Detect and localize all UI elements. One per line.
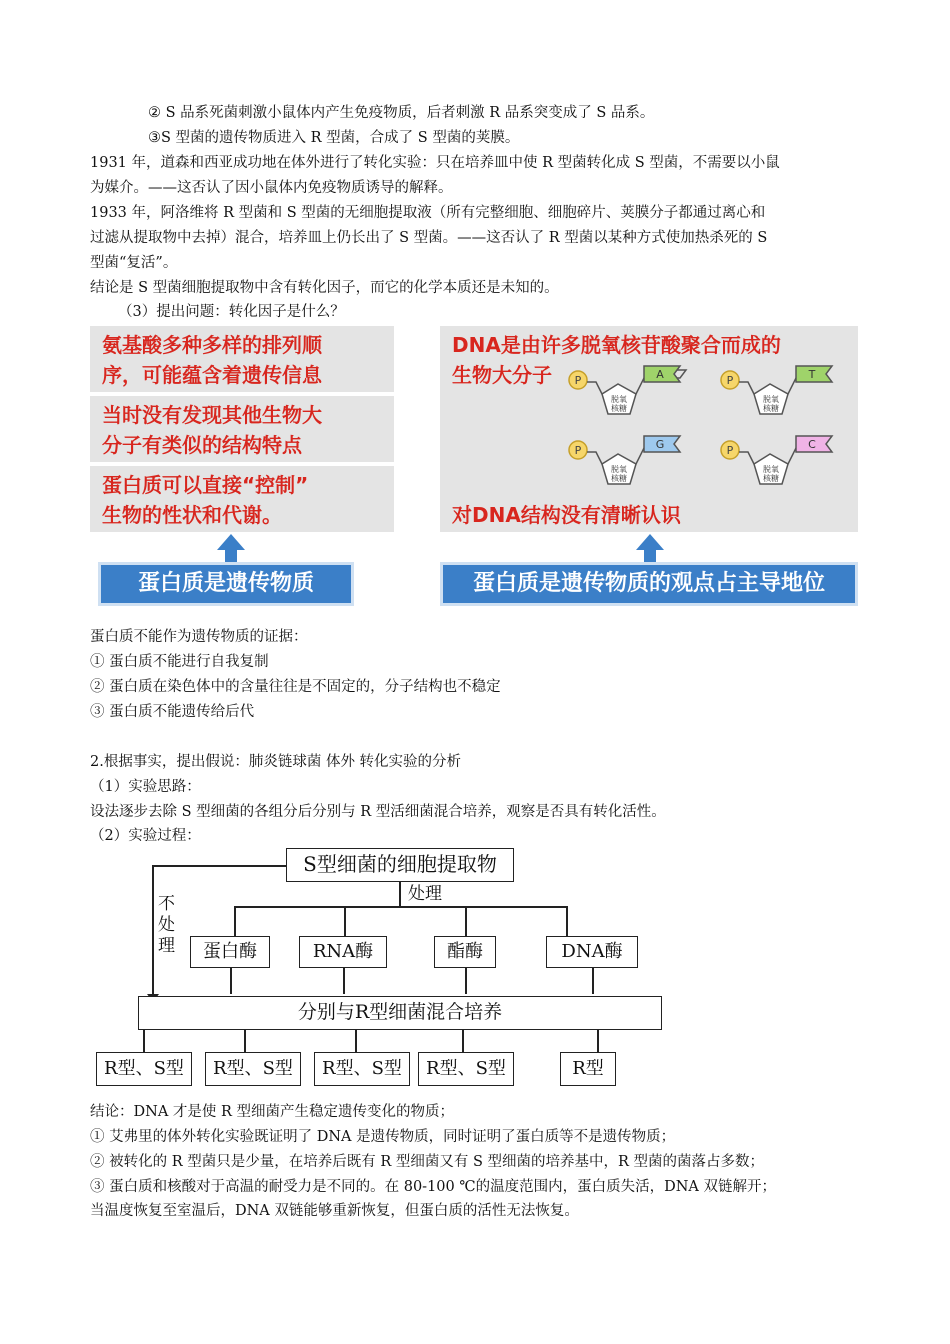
- connector-line: [343, 968, 345, 994]
- text-line: 型菌“复活”。: [90, 255, 178, 271]
- left-column: [90, 322, 400, 608]
- svg-text:脱氧: 脱氧: [763, 395, 779, 404]
- no-process-char: 不: [158, 894, 175, 914]
- left-conclusion-banner: 蛋白质是遗传物质: [98, 562, 354, 606]
- reason-text: 蛋白质可以直接“控制”: [102, 473, 309, 497]
- svg-text:P: P: [726, 374, 734, 387]
- connector-line: [234, 906, 566, 908]
- svg-text:脱氧: 脱氧: [611, 465, 627, 474]
- up-arrow-icon: [636, 534, 664, 550]
- svg-text:P: P: [726, 444, 734, 457]
- text-line: 蛋白质不能作为遗传物质的证据：: [90, 629, 308, 645]
- reason-text: 生物的性状和代谢。: [102, 503, 282, 527]
- connector-line: [244, 1030, 246, 1052]
- section-heading: 2.根据事实，提出假说：肺炎链球菌 体外 转化实验的分析: [90, 754, 462, 770]
- up-arrow-stem: [644, 550, 656, 562]
- protein-hypothesis-figure: [90, 322, 860, 608]
- svg-text:核糖: 核糖: [763, 404, 779, 413]
- connector-line: [344, 906, 346, 938]
- connector-line: [597, 1030, 599, 1052]
- enzyme-box-rnase: RNA酶: [299, 936, 387, 968]
- list-item: ③ 蛋白质和核酸对于高温的耐受力是不同的。在 80-100 ℃的温度范围内，蛋白质失活，DNA 双链解开；: [90, 1179, 776, 1195]
- enzyme-box-dnase: DNA酶: [546, 936, 638, 968]
- right-column: [440, 322, 860, 608]
- list-item: ② 蛋白质在染色体中的含量往往是不固定的，分子结构也不稳定: [90, 679, 501, 695]
- list-item: ① 艾弗里的体外转化实验既证明了 DNA 是遗传物质，同时证明了蛋白质等不是遗传物质；: [90, 1129, 676, 1145]
- connector-line: [462, 1030, 464, 1052]
- svg-text:A: A: [656, 368, 664, 381]
- nucleotide-G: [569, 436, 680, 484]
- nucleotide-diagram: [440, 322, 860, 502]
- text-line: 为媒介。——这否认了因小鼠体内免疫物质诱导的解释。: [90, 180, 453, 196]
- text-line: （1）实验思路：: [90, 779, 201, 795]
- enzyme-box-protease: 蛋白酶: [190, 936, 270, 968]
- dna-text: 生物大分子: [452, 363, 552, 387]
- svg-text:核糖: 核糖: [611, 404, 627, 413]
- nucleotide-C: [721, 436, 832, 484]
- result-box: R型、S型: [96, 1052, 192, 1086]
- reason-text: 氨基酸多种多样的排列顺: [102, 333, 322, 357]
- svg-text:脱氧: 脱氧: [763, 465, 779, 474]
- svg-text:T: T: [808, 368, 816, 381]
- connector-line: [143, 1030, 145, 1052]
- svg-text:C: C: [808, 438, 816, 451]
- no-process-char: 理: [158, 936, 175, 956]
- svg-text:P: P: [574, 374, 582, 387]
- connector-line: [465, 906, 467, 938]
- up-arrow-stem: [225, 550, 237, 562]
- text-line: 结论是 S 型菌细胞提取物中含有转化因子，而它的化学本质还是未知的。: [90, 280, 559, 296]
- list-item: ① 蛋白质不能进行自我复制: [90, 654, 269, 670]
- result-box: R型、S型: [418, 1052, 514, 1086]
- mix-culture-box: 分别与R型细菌混合培养: [138, 996, 662, 1030]
- reason-box-3: [90, 466, 394, 532]
- text-line: 1931 年，道森和西亚成功地在体外进行了转化实验：只在培养皿中使 R 型菌转化成 S 型菌，不需要以小鼠: [90, 155, 780, 171]
- text-line: 当温度恢复至室温后，DNA 双链能够重新恢复，但蛋白质的活性无法恢复。: [90, 1203, 579, 1219]
- nucleotide-A: [569, 366, 686, 414]
- connector-line: [399, 882, 401, 906]
- text-line: ③S 型菌的遗传物质进入 R 型菌，合成了 S 型菌的荚膜。: [148, 130, 520, 146]
- connector-line: [152, 865, 286, 867]
- list-item: ③ 蛋白质不能遗传给后代: [90, 704, 255, 720]
- no-process-char: 处: [158, 915, 175, 935]
- connector-line: [592, 968, 594, 994]
- text-line: ② S 品系死菌刺激小鼠体内产生免疫物质，后者刺激 R 品系突变成了 S 品系。: [148, 105, 655, 121]
- result-box: R型、S型: [205, 1052, 301, 1086]
- svg-text:P: P: [574, 444, 582, 457]
- text-line: 结论：DNA 才是使 R 型细菌产生稳定遗传变化的物质；: [90, 1104, 455, 1120]
- connector-line: [355, 1030, 357, 1052]
- reason-text: 序，可能蕴含着遗传信息: [102, 363, 322, 387]
- connector-line: [230, 968, 232, 994]
- no-process-label: [158, 894, 178, 957]
- connector-line: [152, 865, 154, 997]
- text-line: 过滤从提取物中去掉）混合，培养皿上仍长出了 S 型菌。——这否认了 R 型菌以某种方式使加热杀死的 S: [90, 230, 768, 246]
- svg-text:G: G: [655, 438, 665, 451]
- extract-box: S型细菌的细胞提取物: [286, 848, 514, 882]
- section-heading: （3）提出问题：转化因子是什么？: [118, 304, 345, 320]
- result-box: R型、S型: [314, 1052, 410, 1086]
- reason-text: 分子有类似的结构特点: [102, 433, 302, 457]
- svg-text:脱氧: 脱氧: [611, 395, 627, 404]
- text-line: 1933 年，阿洛维将 R 型菌和 S 型菌的无细胞提取液（所有完整细胞、细胞碎片、荚膜分子都通过离心和: [90, 205, 766, 221]
- text-line: 设法逐步去除 S 型细菌的各组分后分别与 R 型活细菌混合培养，观察是否具有转化活性。: [90, 804, 666, 820]
- connector-line: [465, 968, 467, 994]
- result-box: R型: [560, 1052, 616, 1086]
- svg-text:核糖: 核糖: [611, 474, 627, 483]
- dna-unknown-box: 对DNA结构没有清晰认识: [440, 496, 858, 532]
- dna-text: DNA是由许多脱氧核苷酸聚合而成的: [452, 333, 781, 357]
- connector-line: [234, 906, 236, 938]
- right-conclusion-banner: 蛋白质是遗传物质的观点占主导地位: [440, 562, 858, 606]
- nucleotide-T: [721, 366, 832, 414]
- list-item: ② 被转化的 R 型菌只是少量，在培养后既有 R 型细菌又有 S 型细菌的培养基中，R 型菌的菌落占多数；: [90, 1154, 765, 1170]
- process-label: 处理: [408, 884, 442, 904]
- text-line: （2）实验过程：: [90, 828, 201, 844]
- reason-box-1: [90, 326, 394, 392]
- svg-text:核糖: 核糖: [763, 474, 779, 483]
- experiment-flowchart: [90, 846, 690, 1092]
- enzyme-box-esterase: 酯酶: [434, 936, 496, 968]
- reason-box-2: [90, 396, 394, 462]
- connector-line: [566, 906, 568, 938]
- up-arrow-icon: [217, 534, 245, 550]
- reason-text: 当时没有发现其他生物大: [102, 403, 322, 427]
